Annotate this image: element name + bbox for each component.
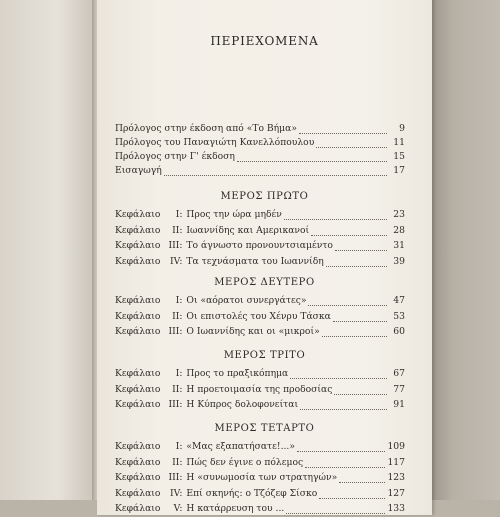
page-number: 117 — [387, 456, 405, 468]
chapter-entry — [115, 457, 405, 471]
chapter-label: Κεφάλαιο — [115, 487, 161, 499]
chapter-number: I: — [175, 295, 183, 306]
chapter-entry — [115, 295, 405, 309]
entry-title: Επί σκηνής: ο Τζόζεφ Σίσκο — [186, 487, 318, 499]
dot-leader — [299, 133, 387, 134]
chapter-entry — [115, 326, 405, 340]
page-number: 9 — [399, 123, 405, 134]
dot-leader — [284, 219, 387, 220]
entry-title: Η Κύπρος δολοφονείται — [186, 399, 299, 410]
chapter-label: Κεφάλαιο — [115, 503, 161, 514]
entry-title: Ιωαννίδης και Αμερικανοί — [186, 224, 310, 236]
entry-title: Οι επιστολές του Χένρυ Τάσκα — [186, 310, 331, 322]
entry-title: Ο Ιωαννίδης και οι «μικροί» — [186, 326, 320, 337]
dot-leader — [297, 451, 385, 452]
page-number: 53 — [393, 310, 405, 322]
entry-title: Εισαγωγή — [115, 165, 162, 176]
chapter-label: Κεφάλαιο — [115, 472, 161, 483]
entry-title: Οι «αόρατοι συνεργάτες» — [186, 295, 307, 306]
entry-title: Προς το πραξικόπημα — [186, 368, 289, 379]
chapter-number: IV: — [169, 255, 183, 267]
dot-leader — [311, 235, 387, 236]
dot-leader — [335, 250, 387, 251]
chapter-entry — [115, 225, 405, 239]
page-number: 47 — [393, 295, 405, 306]
chapter-label: Κεφάλαιο — [115, 224, 161, 236]
chapter-entry — [115, 311, 405, 325]
dot-leader — [334, 394, 387, 395]
entry-title: Η «συνωμοσία των στρατηγών» — [186, 472, 338, 483]
page-number: 127 — [387, 487, 405, 499]
chapter-label: Κεφάλαιο — [115, 456, 161, 468]
chapter-label: Κεφάλαιο — [115, 310, 161, 322]
chapter-number: III: — [168, 399, 183, 410]
entry-title: Πρόλογος στην έκδοση από «Το Βήμα» — [115, 123, 297, 134]
chapter-entry — [115, 503, 405, 517]
entry-title: Η προετοιμασία της προδοσίας — [186, 383, 333, 395]
page-number: 11 — [393, 137, 405, 148]
background-surface — [432, 0, 500, 500]
part-heading: ΜΕΡΟΣ ΤΕΤΑΡΤΟ — [214, 423, 315, 434]
chapter-number: I: — [175, 209, 183, 220]
page-number: 67 — [393, 368, 405, 379]
chapter-number: IV: — [169, 487, 183, 499]
part-heading: ΜΕΡΟΣ ΠΡΩΤΟ — [220, 191, 309, 202]
entry-title: Τα τεχνάσματα του Ιωαννίδη — [186, 255, 324, 267]
chapter-label: Κεφάλαιο — [115, 368, 161, 379]
page-number: 91 — [393, 399, 405, 410]
dot-leader — [316, 147, 387, 148]
entry-title: Η κατάρρευση του ... — [186, 503, 285, 514]
chapter-entry — [115, 441, 405, 455]
chapter-entry — [115, 209, 405, 223]
chapter-number: III: — [168, 326, 183, 337]
page-number: 109 — [387, 441, 405, 452]
page-number: 23 — [393, 209, 405, 220]
chapter-entry — [115, 472, 405, 486]
front-matter-entry — [115, 151, 405, 165]
page-number: 77 — [393, 383, 405, 395]
page-number: 17 — [393, 165, 405, 176]
dot-leader — [164, 175, 387, 176]
dot-leader — [339, 482, 385, 483]
dot-leader — [308, 305, 387, 306]
chapter-entry — [115, 368, 405, 382]
page-number: 28 — [393, 224, 405, 236]
chapter-number: I: — [175, 441, 183, 452]
chapter-entry — [115, 488, 405, 502]
dot-leader — [237, 161, 387, 162]
page-number: 60 — [393, 326, 405, 337]
entry-title: Προς την ώρα μηδέν — [186, 209, 282, 220]
front-matter-entry — [115, 165, 405, 179]
entry-title: Πρόλογος στην Γ' έκδοση — [115, 151, 235, 162]
page-number: 133 — [387, 503, 405, 514]
chapter-number: II: — [172, 456, 183, 468]
entry-title: Πρόλογος του Παναγιώτη Κανελλόπουλου — [115, 137, 315, 148]
chapter-number: V: — [173, 503, 183, 514]
front-matter-entry — [115, 123, 405, 137]
dot-leader — [326, 266, 387, 267]
chapter-label: Κεφάλαιο — [115, 441, 161, 452]
chapter-number: III: — [168, 240, 183, 251]
chapter-entry — [115, 399, 405, 413]
page-title: ΠΕΡΙΕΧΟΜΕΝΑ — [210, 34, 319, 48]
chapter-label: Κεφάλαιο — [115, 383, 161, 395]
front-matter-entry — [115, 137, 405, 151]
dot-leader — [300, 409, 387, 410]
chapter-entry — [115, 240, 405, 254]
chapter-entry — [115, 256, 405, 270]
dot-leader — [290, 378, 387, 379]
left-page-gutter — [0, 0, 96, 500]
chapter-entry — [115, 384, 405, 398]
part-heading: ΜΕΡΟΣ ΔΕΥΤΕΡΟ — [214, 277, 315, 288]
part-heading: ΜΕΡΟΣ ΤΡΙΤΟ — [223, 350, 306, 361]
chapter-number: II: — [172, 310, 183, 322]
chapter-label: Κεφάλαιο — [115, 240, 161, 251]
dot-leader — [319, 498, 385, 499]
chapter-label: Κεφάλαιο — [115, 255, 161, 267]
contents-page — [97, 0, 432, 515]
page-number: 39 — [393, 255, 405, 267]
chapter-number: II: — [172, 383, 183, 395]
page-number: 15 — [393, 151, 405, 162]
entry-title: «Μας εξαπατήσατε!...» — [186, 441, 295, 452]
chapter-label: Κεφάλαιο — [115, 326, 161, 337]
dot-leader — [286, 513, 385, 514]
chapter-number: II: — [172, 224, 183, 236]
page-number: 123 — [387, 472, 405, 483]
dot-leader — [322, 336, 387, 337]
chapter-label: Κεφάλαιο — [115, 399, 161, 410]
chapter-number: III: — [168, 472, 183, 483]
entry-title: Το άγνωστο προνουντσιαμέντο — [186, 240, 333, 251]
dot-leader — [333, 321, 387, 322]
chapter-number: I: — [175, 368, 183, 379]
chapter-label: Κεφάλαιο — [115, 209, 161, 220]
page-number: 31 — [393, 240, 405, 251]
dot-leader — [305, 467, 385, 468]
entry-title: Πώς δεν έγινε ο πόλεμος — [186, 456, 304, 468]
chapter-label: Κεφάλαιο — [115, 295, 161, 306]
